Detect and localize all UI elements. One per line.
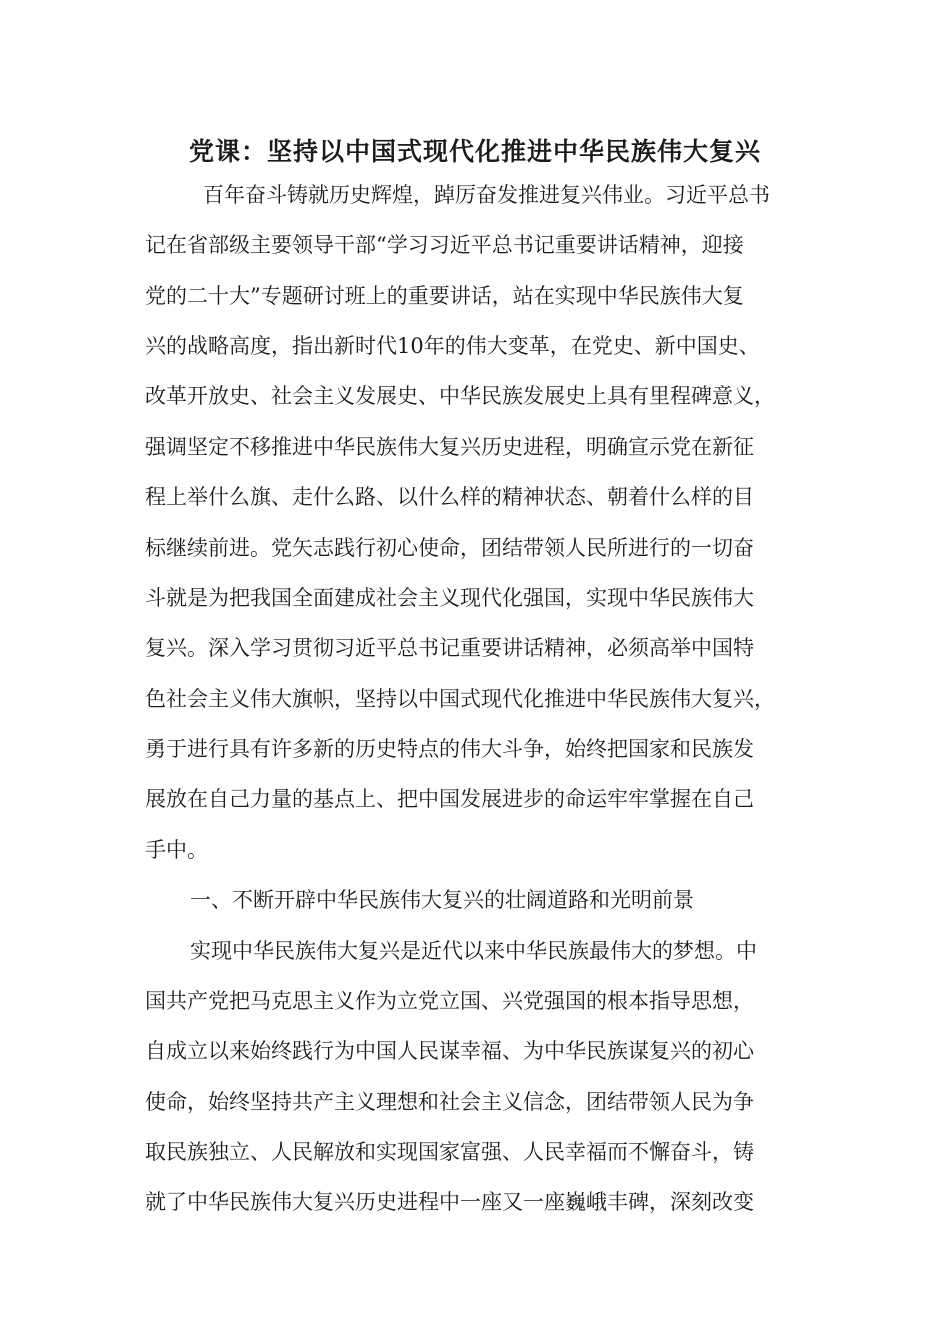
paragraph-line: 国共产党把马克思主义作为立党立国、兴党强国的根本指导思想，: [145, 989, 754, 1013]
paragraph-line: 实现中华民族伟大复兴是近代以来中华民族最伟大的梦想。中: [190, 939, 757, 963]
paragraph-line: 记在省部级主要领导干部“学习习近平总书记重要讲话精神，迎接: [145, 233, 744, 257]
paragraph-line: 改革开放史、社会主义发展史、中华民族发展史上具有里程碑意义，: [145, 384, 775, 408]
paragraph-line: 就了中华民族伟大复兴历史进程中一座又一座巍峨丰碑，深刻改变: [145, 1190, 754, 1214]
paragraph-line: 色社会主义伟大旗帜，坚持以中国式现代化推进中华民族伟大复兴，: [145, 687, 775, 711]
paragraph-line: 复兴。深入学习贯彻习近平总书记重要讲话精神，必须高举中国特: [145, 636, 754, 660]
paragraph-line: 手中。: [145, 838, 208, 862]
paragraph-line: 使命，始终坚持共产主义理想和社会主义信念，团结带领人民为争: [145, 1090, 754, 1114]
paragraph-line: 取民族独立、人民解放和实现国家富强、人民幸福而不懈奋斗，铸: [145, 1140, 754, 1164]
paragraph-line: 自成立以来始终践行为中国人民谋幸福、为中华民族谋复兴的初心: [145, 1039, 754, 1063]
document-title: 党课：坚持以中国式现代化推进中华民族伟大复兴: [188, 137, 761, 166]
paragraph-line: 程上举什么旗、走什么路、以什么样的精神状态、朝着什么样的目: [145, 485, 754, 509]
paragraph-line: 斗就是为把我国全面建成社会主义现代化强国，实现中华民族伟大: [145, 586, 754, 610]
paragraph-line: 党的二十大”专题研讨班上的重要讲话，站在实现中华民族伟大复: [145, 284, 744, 308]
paragraph-line: 标继续前进。党矢志践行初心使命，团结带领人民所进行的一切奋: [145, 536, 754, 560]
section-heading: 一、不断开辟中华民族伟大复兴的壮阔道路和光明前景: [190, 888, 694, 912]
paragraph-line: 兴的战略高度，指出新时代10年的伟大变革，在党史、新中国史、: [145, 334, 760, 358]
paragraph-line: 展放在自己力量的基点上、把中国发展进步的命运牢牢掌握在自己: [145, 787, 754, 811]
paragraph-line: 勇于进行具有许多新的历史特点的伟大斗争，始终把国家和民族发: [145, 737, 754, 761]
paragraph-line: 百年奋斗铸就历史辉煌，踔厉奋发推进复兴伟业。习近平总书: [203, 183, 770, 207]
paragraph-line: 强调坚定不移推进中华民族伟大复兴历史进程，明确宣示党在新征: [145, 435, 754, 459]
